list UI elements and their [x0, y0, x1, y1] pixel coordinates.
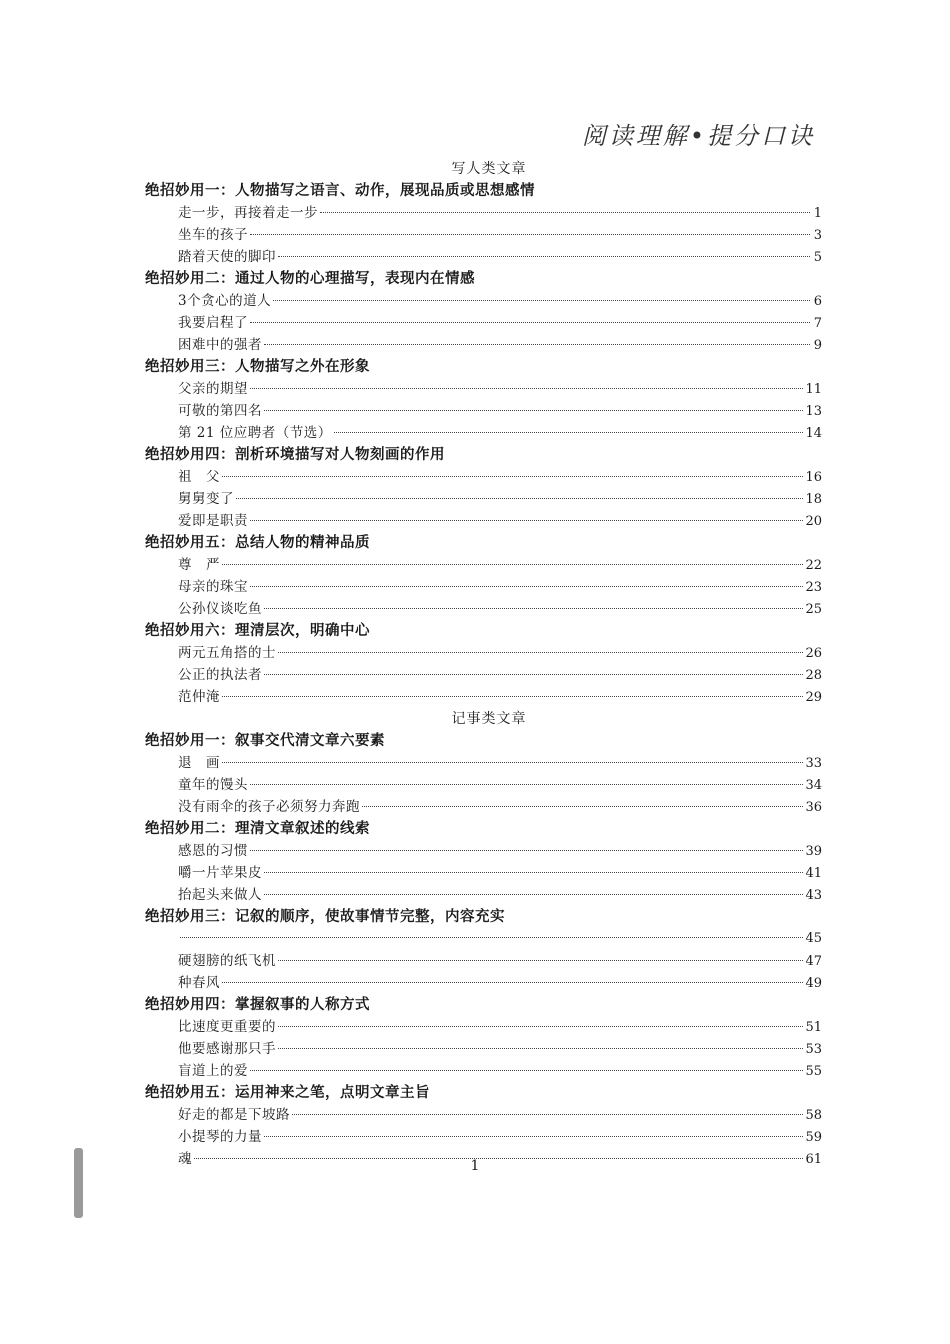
toc-entry[interactable]: [0, 224, 950, 246]
category-heading: 绝招妙用一：叙事交代清文章六要素: [145, 732, 385, 749]
entry-page: 6: [813, 294, 822, 309]
entry-page: 5: [813, 250, 822, 265]
dot-leader: [264, 410, 803, 411]
toc-entry[interactable]: [0, 202, 950, 224]
toc-entry[interactable]: [0, 1126, 950, 1148]
entry-page: 13: [805, 404, 822, 419]
entry-title: 可敬的第四名: [178, 403, 262, 419]
entry-title: 硬翅膀的纸飞机: [178, 953, 276, 969]
entry-title: 童年的馒头: [178, 777, 248, 793]
entry-title: 我要启程了: [178, 315, 248, 331]
entry-title: 范仲淹: [178, 689, 220, 705]
toc-entry[interactable]: [0, 290, 950, 312]
entry-title: 坐车的孩子: [178, 227, 248, 243]
entry-page: 20: [805, 514, 822, 529]
entry-title: 第 21 位应聘者（节选）: [178, 425, 332, 441]
entry-page: 49: [805, 976, 822, 991]
entry-page: 61: [805, 1152, 822, 1167]
entry-title: 3个贪心的道人: [178, 293, 272, 309]
toc-entry[interactable]: [0, 950, 950, 972]
entry-title: 祖 父: [178, 469, 220, 485]
toc-entry[interactable]: [0, 1038, 950, 1060]
book-title: 阅读理解•提分口诀: [581, 122, 815, 150]
category-heading: 绝招妙用二：理清文章叙述的线索: [145, 820, 370, 837]
dot-leader: [264, 674, 803, 675]
toc-entry[interactable]: [0, 598, 950, 620]
entry-page: 29: [805, 690, 822, 705]
dot-leader: [180, 937, 803, 938]
toc-entry[interactable]: [0, 884, 950, 906]
dot-leader: [292, 1114, 803, 1115]
entry-page: 51: [805, 1020, 822, 1035]
entry-page: 26: [805, 646, 822, 661]
toc-entry[interactable]: [0, 774, 950, 796]
dot-leader: [222, 564, 803, 565]
dot-leader: [222, 762, 803, 763]
table-of-contents: [0, 158, 950, 1170]
toc-entry[interactable]: [0, 752, 950, 774]
toc-entry[interactable]: [0, 576, 950, 598]
entry-page: 25: [805, 602, 822, 617]
toc-entry[interactable]: [0, 466, 950, 488]
entry-title: 尊 严: [178, 557, 220, 573]
entry-title: 种春风: [178, 975, 220, 991]
toc-entry[interactable]: [0, 510, 950, 532]
dot-leader: [278, 1048, 803, 1049]
entry-page: 11: [805, 382, 822, 397]
entry-page: 58: [805, 1108, 822, 1123]
toc-entry[interactable]: [0, 378, 950, 400]
entry-title: 他要感谢那只手: [178, 1041, 276, 1057]
toc-entry[interactable]: [0, 796, 950, 818]
category-heading: 绝招妙用四：掌握叙事的人称方式: [145, 996, 370, 1013]
entry-title: 退 画: [178, 755, 220, 771]
entry-title: 公正的执法者: [178, 667, 262, 683]
toc-entry[interactable]: [0, 1016, 950, 1038]
entry-page: 28: [805, 668, 822, 683]
dot-leader: [278, 652, 803, 653]
entry-page: 18: [805, 492, 822, 507]
toc-entry[interactable]: [0, 686, 950, 708]
toc-entry[interactable]: [0, 312, 950, 334]
category-heading: 绝招妙用五：总结人物的精神品质: [145, 534, 370, 551]
dot-leader: [278, 256, 810, 257]
dot-leader: [334, 432, 804, 433]
entry-page: 45: [805, 931, 822, 946]
entry-title: 舅舅变了: [178, 491, 234, 507]
dot-leader: [222, 696, 803, 697]
entry-title: 感恩的习惯: [178, 843, 248, 859]
category-heading: 绝招妙用二：通过人物的心理描写，表现内在情感: [145, 270, 475, 287]
toc-entry[interactable]: [0, 334, 950, 356]
section-heading: 写人类文章: [451, 161, 527, 177]
entry-title: 嚼一片苹果皮: [178, 865, 262, 881]
entry-title: 盲道上的爱: [178, 1063, 248, 1079]
entry-page: 36: [805, 800, 822, 815]
entry-page: 47: [805, 954, 822, 969]
entry-page: 14: [805, 426, 822, 441]
entry-title: 两元五角搭的士: [178, 645, 276, 661]
toc-entry[interactable]: [0, 1060, 950, 1082]
page-number: 1: [470, 1158, 480, 1174]
entry-page: 59: [805, 1130, 822, 1145]
entry-page: 41: [805, 866, 822, 881]
toc-entry[interactable]: [0, 1104, 950, 1126]
dot-leader: [278, 960, 803, 961]
dot-leader: [264, 872, 803, 873]
dot-leader: [264, 894, 803, 895]
entry-title: 父亲的期望: [178, 381, 248, 397]
dot-leader: [250, 234, 810, 235]
toc-entry[interactable]: [0, 972, 950, 994]
dot-leader: [250, 784, 803, 785]
dot-leader: [273, 300, 810, 301]
entry-page: 43: [805, 888, 822, 903]
entry-page: 23: [805, 580, 822, 595]
category-heading: 绝招妙用六：理清层次，明确中心: [145, 622, 370, 639]
dot-leader: [250, 322, 810, 323]
entry-title: 没有雨伞的孩子必须努力奔跑: [178, 799, 360, 815]
entry-title: 走一步，再接着走一步: [178, 205, 318, 221]
dot-leader: [222, 476, 803, 477]
dot-leader: [264, 344, 810, 345]
entry-page: 1: [813, 206, 822, 221]
toc-entry[interactable]: [0, 554, 950, 576]
toc-entry[interactable]: [0, 488, 950, 510]
dot-leader: [250, 388, 803, 389]
dot-leader: [320, 212, 810, 213]
entry-page: 33: [805, 756, 822, 771]
category-heading: 绝招妙用三：记叙的顺序，使故事情节完整，内容充实: [145, 908, 505, 925]
entry-title: 母亲的珠宝: [178, 579, 248, 595]
entry-title: 公孙仪谈吃鱼: [178, 601, 262, 617]
category-heading: 绝招妙用三：人物描写之外在形象: [145, 358, 370, 375]
dot-leader: [236, 498, 803, 499]
entry-page: 53: [805, 1042, 822, 1057]
toc-entry[interactable]: [0, 664, 950, 686]
entry-title: 困难中的强者: [178, 337, 262, 353]
toc-entry[interactable]: [0, 246, 950, 268]
category-heading: 绝招妙用四：剖析环境描写对人物刻画的作用: [145, 446, 445, 463]
entry-title: 踏着天使的脚印: [178, 249, 276, 265]
entry-page: 39: [805, 844, 822, 859]
binder-mark: [74, 1148, 83, 1218]
toc-entry[interactable]: [0, 400, 950, 422]
toc-entry[interactable]: [0, 422, 950, 444]
entry-page: 55: [805, 1064, 822, 1079]
dot-leader: [250, 850, 803, 851]
dot-leader: [250, 586, 803, 587]
section-heading: 记事类文章: [451, 711, 527, 727]
dot-leader: [264, 608, 803, 609]
toc-entry[interactable]: [0, 642, 950, 664]
entry-page: 16: [805, 470, 822, 485]
entry-page: 7: [813, 316, 822, 331]
entry-title: 比速度更重要的: [178, 1019, 276, 1035]
entry-page: 22: [805, 558, 822, 573]
entry-title: 好走的都是下坡路: [178, 1107, 290, 1123]
toc-entry[interactable]: [0, 928, 950, 950]
toc-entry[interactable]: [0, 862, 950, 884]
dot-leader: [362, 806, 803, 807]
dot-leader: [278, 1026, 803, 1027]
entry-title: 魂: [178, 1151, 192, 1167]
entry-title: 爱即是职责: [178, 513, 248, 529]
dot-leader: [250, 1070, 803, 1071]
entry-title: 抬起头来做人: [178, 887, 262, 903]
category-heading: 绝招妙用一：人物描写之语言、动作，展现品质或思想感情: [145, 182, 535, 199]
entry-page: 9: [813, 338, 822, 353]
entry-title: 小提琴的力量: [178, 1129, 262, 1145]
dot-leader: [222, 982, 803, 983]
entry-page: 3: [813, 228, 822, 243]
category-heading: 绝招妙用五：运用神来之笔，点明文章主旨: [145, 1084, 430, 1101]
toc-entry[interactable]: [0, 840, 950, 862]
entry-page: 34: [805, 778, 822, 793]
dot-leader: [250, 520, 803, 521]
dot-leader: [264, 1136, 803, 1137]
